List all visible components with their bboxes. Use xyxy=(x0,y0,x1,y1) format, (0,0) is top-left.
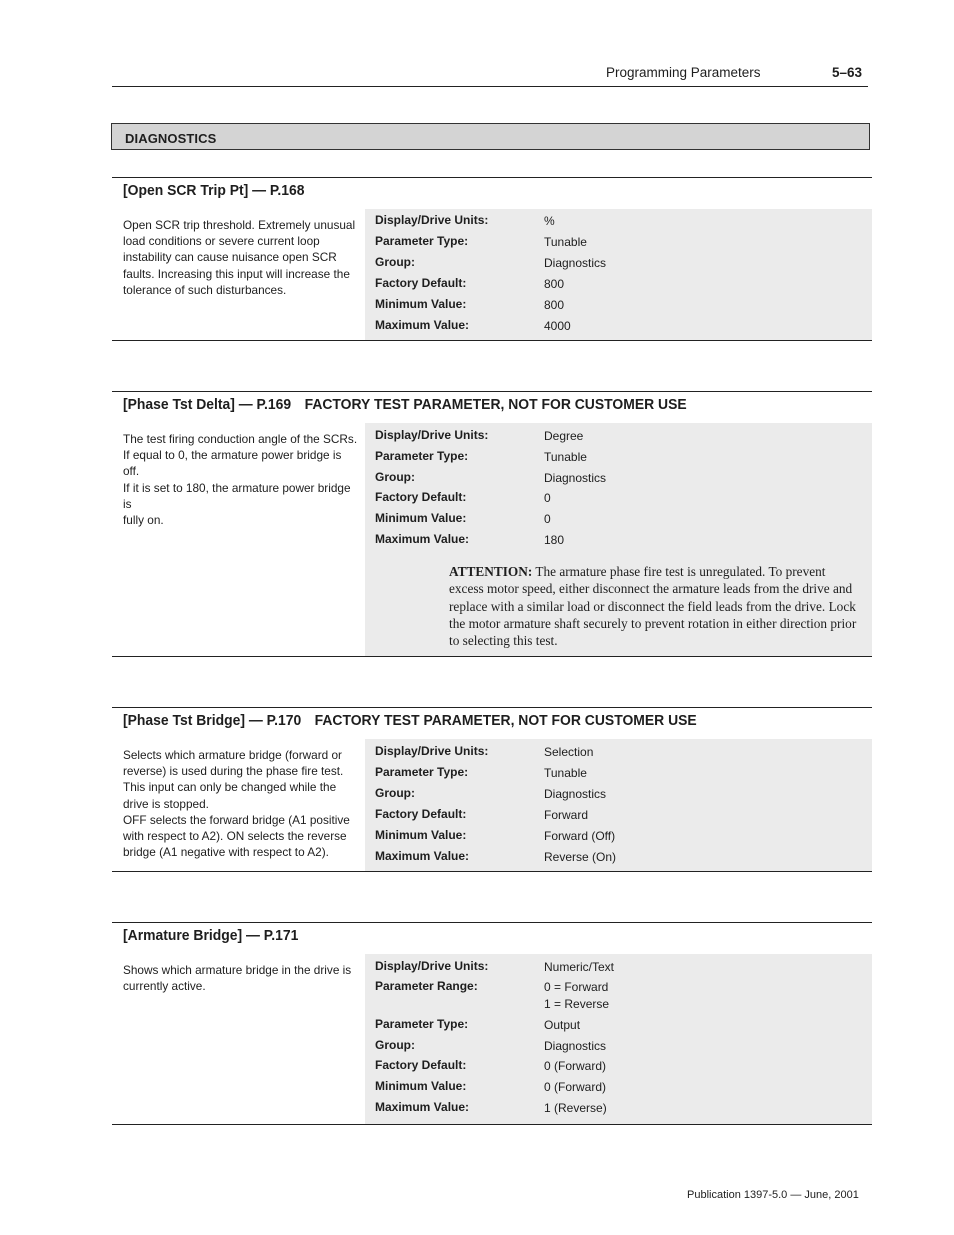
attribute-value: Diagnostics xyxy=(544,471,607,485)
parameter-block-p169 xyxy=(112,391,872,659)
parameter-block-p170 xyxy=(112,707,872,874)
attribute-value: Forward (Off) xyxy=(544,829,616,843)
attribute-value: 0 xyxy=(544,491,551,505)
attribute-label: Display/Drive Units: xyxy=(375,744,489,758)
attribute-label: Maximum Value: xyxy=(375,1100,470,1114)
block-top-rule xyxy=(112,707,872,708)
parameter-title xyxy=(123,397,687,413)
attribute-value: Forward xyxy=(544,808,589,822)
factory-test-note: FACTORY TEST PARAMETER, NOT FOR CUSTOMER USE xyxy=(304,397,687,413)
attention-label: ATTENTION: xyxy=(449,564,533,579)
parameter-title xyxy=(123,928,298,944)
running-header-title: Programming Parameters xyxy=(606,65,761,80)
attribute-label: Group: xyxy=(375,470,415,484)
block-bottom-rule xyxy=(112,340,872,341)
block-top-rule xyxy=(112,391,872,392)
attribute-label: Display/Drive Units: xyxy=(375,213,489,227)
attribute-value: 0 = Forward 1 = Reverse xyxy=(544,980,610,1011)
parameter-block-p168 xyxy=(112,177,872,343)
parameter-title-text: [Open SCR Trip Pt] — P.168 xyxy=(123,183,305,199)
attribute-label: Minimum Value: xyxy=(375,511,467,525)
publication-footer: Publication 1397-5.0 — June, 2001 xyxy=(687,1189,859,1201)
attribute-value: Output xyxy=(544,1018,581,1032)
factory-test-note: FACTORY TEST PARAMETER, NOT FOR CUSTOMER USE xyxy=(314,713,697,729)
attribute-value: Tunable xyxy=(544,235,587,249)
attribute-label: Group: xyxy=(375,1038,415,1052)
attribute-value: 800 xyxy=(544,298,565,312)
attribute-label: Parameter Type: xyxy=(375,765,469,779)
parameter-description: Open SCR trip threshold. Extremely unusual load conditions or severe current loop instability can cause nuisance open SCR faults. Increasing this input will increase the tolerance of such disturbances. xyxy=(123,218,356,297)
page-number: 5–63 xyxy=(832,65,863,80)
attribute-value: 0 (Forward) xyxy=(544,1059,607,1073)
attribute-label: Minimum Value: xyxy=(375,1079,467,1093)
block-bottom-rule xyxy=(112,656,872,657)
block-bottom-rule xyxy=(112,871,872,872)
attribute-label: Maximum Value: xyxy=(375,849,470,863)
attribute-label: Display/Drive Units: xyxy=(375,959,489,973)
diagnostics-banner xyxy=(111,123,870,150)
attribute-value: Numeric/Text xyxy=(544,960,615,974)
parameter-attributes-box xyxy=(365,209,872,340)
attribute-label: Factory Default: xyxy=(375,490,467,504)
attribute-label: Minimum Value: xyxy=(375,297,467,311)
attribute-value: 800 xyxy=(544,277,565,291)
block-bottom-rule xyxy=(112,1124,872,1125)
diagnostics-banner-label: DIAGNOSTICS xyxy=(125,131,217,146)
attribute-value: Tunable xyxy=(544,450,587,464)
parameter-description: Shows which armature bridge in the drive is currently active. xyxy=(123,963,352,994)
attribute-value: % xyxy=(544,214,555,228)
attribute-value: Selection xyxy=(544,745,594,759)
attribute-label: Parameter Type: xyxy=(375,449,469,463)
attribute-value: 1 (Reverse) xyxy=(544,1101,607,1115)
block-top-rule xyxy=(112,177,872,178)
attention-text: The armature phase fire test is unregulated. To prevent excess motor speed, either disconnect the armature leads from the drive and replace with a similar load or disconnect the field leads from the drive. Lock the motor armature shaft securely to prevent rotation in either direction prior to selecting this test. xyxy=(449,564,857,649)
attribute-label: Maximum Value: xyxy=(375,318,470,332)
parameter-title-text: [Phase Tst Delta] — P.169 xyxy=(123,397,292,413)
parameter-block-p171 xyxy=(112,922,872,1127)
attribute-label: Factory Default: xyxy=(375,807,467,821)
attribute-label: Group: xyxy=(375,786,415,800)
attribute-label: Minimum Value: xyxy=(375,828,467,842)
attribute-value: Diagnostics xyxy=(544,787,607,801)
parameter-title-text: [Phase Tst Bridge] — P.170 xyxy=(123,713,302,729)
attribute-value: Diagnostics xyxy=(544,1039,607,1053)
parameter-title-text: [Armature Bridge] — P.171 xyxy=(123,928,299,944)
attribute-value: 180 xyxy=(544,533,565,547)
attribute-value: 4000 xyxy=(544,319,571,333)
attribute-value: Reverse (On) xyxy=(544,850,617,864)
parameter-title xyxy=(123,183,305,199)
block-top-rule xyxy=(112,922,872,923)
parameter-description: Selects which armature bridge (forward or reverse) is used during the phase fire test. This input can only be changed while the drive is stopped. OFF selects the forward bridge (A1 positive with respect to A2). ON selects the reverse bridge (A1 negative with respect to A2). xyxy=(123,748,350,860)
attribute-label: Parameter Type: xyxy=(375,234,469,248)
attribute-value: 0 xyxy=(544,512,551,526)
attribute-value: Tunable xyxy=(544,766,587,780)
parameter-attributes-box xyxy=(365,739,872,871)
attribute-label: Parameter Type: xyxy=(375,1017,469,1031)
parameter-attributes-box xyxy=(365,954,872,1124)
header-rule xyxy=(112,86,868,87)
attribute-label: Parameter Range: xyxy=(375,979,478,993)
attention-notice xyxy=(449,563,861,649)
attribute-label: Factory Default: xyxy=(375,1058,467,1072)
attribute-label: Maximum Value: xyxy=(375,532,470,546)
attribute-label: Factory Default: xyxy=(375,276,467,290)
parameter-description: The test firing conduction angle of the SCRs. If equal to 0, the armature power bridge is off. If it is set to 180, the armature power bridge is fully on. xyxy=(123,432,358,528)
parameter-title xyxy=(123,713,697,729)
attribute-label: Group: xyxy=(375,255,415,269)
attribute-value: Degree xyxy=(544,429,584,443)
parameter-attributes-box xyxy=(365,423,872,656)
attribute-label: Display/Drive Units: xyxy=(375,428,489,442)
attribute-value: 0 (Forward) xyxy=(544,1080,607,1094)
attribute-value: Diagnostics xyxy=(544,256,607,270)
